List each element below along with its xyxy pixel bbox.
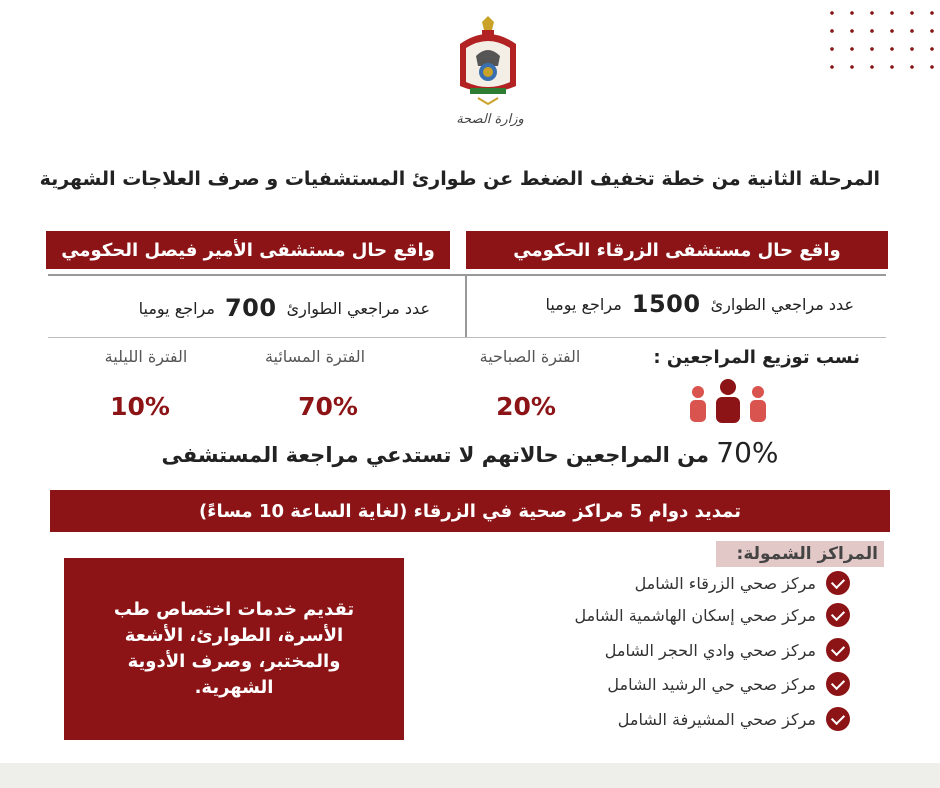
period-night-value: 10%	[110, 392, 170, 421]
count-label: عدد مراجعي الطوارئ	[286, 298, 430, 318]
center-item	[460, 634, 850, 666]
count-suffix: مراجع يوميا	[138, 298, 215, 318]
center-name: مركز صحي حي الرشيد الشامل	[607, 674, 816, 694]
center-name: مركز صحي إسكان الهاشمية الشامل	[574, 605, 816, 625]
footer-strip	[0, 763, 940, 788]
page-title: المرحلة الثانية من خطة تخفيف الضغط عن طوارئ المستشفيات و صرف العلاجات الشهرية	[39, 168, 880, 190]
check-circle-icon	[826, 603, 850, 627]
check-circle-icon	[826, 571, 850, 595]
faisal-emergency-count	[70, 294, 430, 322]
prince-faisal-hospital-heading: واقع حال مستشفى الأمير فيصل الحكومي	[46, 231, 450, 269]
center-item	[460, 703, 850, 735]
count-suffix: مراجع يوميا	[545, 294, 622, 314]
zarqa-emergency-count	[490, 290, 854, 318]
ministry-name: وزارة الصحة	[456, 112, 524, 127]
check-circle-icon	[826, 638, 850, 662]
period-morning-value: 20%	[496, 392, 556, 421]
center-item	[460, 567, 850, 599]
services-box: تقديم خدمات اختصاص طب الأسرة، الطوارئ، الأشعة والمختبر، وصرف الأدوية الشهرية.	[64, 558, 404, 740]
count-value: 1500	[631, 290, 701, 318]
center-item	[460, 599, 850, 631]
statement-text: من المراجعين حالاتهم لا تستدعي مراجعة المستشفى	[161, 443, 709, 467]
check-circle-icon	[826, 707, 850, 731]
center-name: مركز صحي وادي الحجر الشامل	[604, 640, 816, 660]
period-evening-label: الفترة المسائية	[264, 347, 366, 366]
center-name: مركز صحي الزرقاء الشامل	[634, 573, 816, 593]
count-label: عدد مراجعي الطوارئ	[710, 294, 854, 314]
jordan-coat-of-arms-icon	[452, 14, 524, 106]
table-column-divider	[465, 274, 467, 338]
count-value: 700	[224, 294, 277, 322]
non-urgent-statement	[120, 436, 820, 469]
table-bottom-border	[48, 337, 886, 338]
distribution-label: نسب توزيع المراجعين :	[653, 347, 860, 368]
decorative-dot-grid	[818, 0, 940, 76]
people-group-icon	[686, 378, 770, 424]
center-item	[460, 668, 850, 700]
statement-percent: 70%	[716, 436, 779, 469]
center-name: مركز صحي المشيرفة الشامل	[617, 709, 816, 729]
included-centers-label: المراكز الشمولة:	[716, 541, 884, 567]
period-morning-label: الفترة الصباحية	[479, 347, 581, 366]
period-evening-value: 70%	[298, 392, 358, 421]
zarqa-hospital-heading: واقع حال مستشفى الزرقاء الحكومي	[466, 231, 888, 269]
extension-banner: تمديد دوام 5 مراكز صحية في الزرقاء (لغاية الساعة 10 مساءً)	[50, 490, 890, 532]
period-night-label: الفترة الليلية	[104, 347, 188, 366]
table-top-border	[48, 274, 886, 276]
check-circle-icon	[826, 672, 850, 696]
